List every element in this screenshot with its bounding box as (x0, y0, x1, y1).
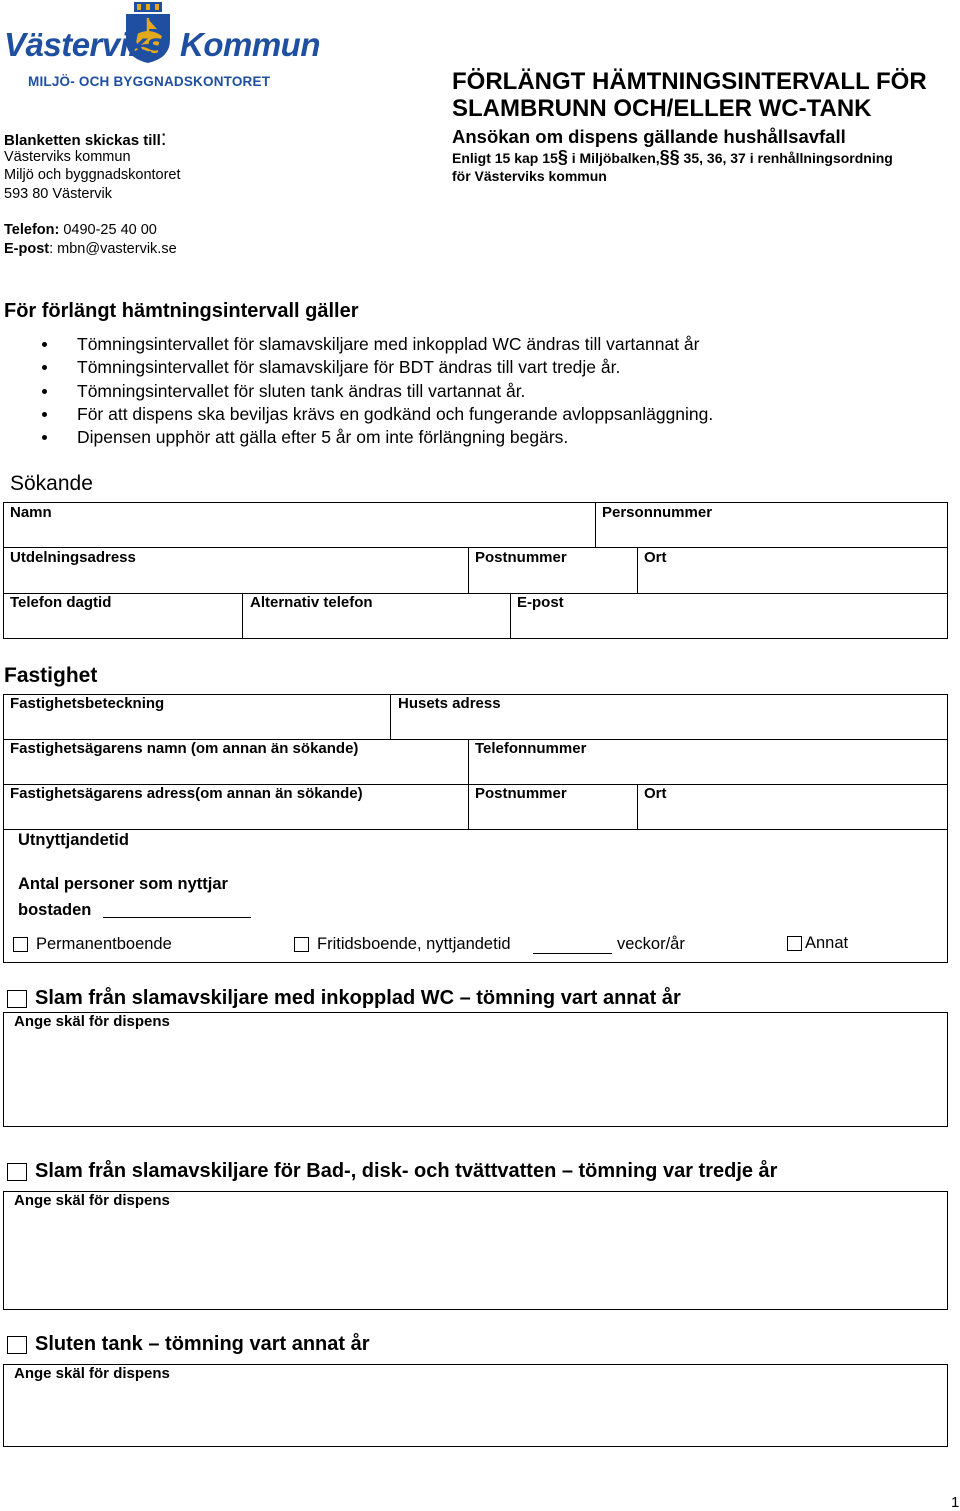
sender-line1: Västerviks kommun (4, 149, 131, 165)
leisure-checkbox[interactable] (294, 937, 309, 952)
option-bdt-checkbox[interactable] (7, 1163, 27, 1181)
postal-code-field[interactable]: Postnummer (475, 549, 567, 566)
option-tank-checkbox[interactable] (7, 1336, 27, 1354)
sender-line2: Miljö och byggnadskontoret (4, 167, 181, 183)
owner-city-field[interactable]: Ort (644, 785, 667, 802)
phone-value: 0490-25 40 00 (59, 222, 157, 238)
option-tank-title: Sluten tank – tömning vart annat år (35, 1333, 370, 1355)
rules-list (4, 333, 954, 449)
persons-label-line1: Antal personer som nyttjar (18, 875, 228, 893)
list-item: Tömningsintervallet för slamavskiljare för BDT ändras till vart tredje år. (4, 356, 954, 379)
logo-name-part1: Västerviks (4, 26, 165, 63)
alt-phone-field[interactable]: Alternativ telefon (250, 594, 373, 611)
owner-postal-code-field[interactable]: Postnummer (475, 785, 567, 802)
law-reference-line2: för Västerviks kommun (452, 168, 607, 184)
form-subtitle: Ansökan om dispens gällande hushållsavfall (452, 126, 846, 147)
rules-heading: För förlängt hämtningsintervall gäller (4, 300, 359, 322)
law-reference (452, 148, 893, 168)
email-value: : mbn@vastervik.se (49, 241, 177, 257)
phone-label: Telefon: (4, 222, 60, 238)
law-part-a: Enligt 15 kap 15 (452, 150, 558, 166)
property-heading: Fastighet (4, 664, 98, 687)
logo-name-part2: Kommun (180, 26, 320, 63)
personal-number-field[interactable]: Personnummer (602, 504, 713, 521)
option-wc-title: Slam från slamavskiljare med inkopplad WC – tömning vart annat år (35, 987, 681, 1009)
applicant-heading: Sökande (10, 472, 93, 495)
list-item: Tömningsintervallet för sluten tank ändras till vartannat år. (4, 380, 954, 403)
page-number: 1 (951, 1494, 960, 1511)
form-title-line2: SLAMBRUNN OCH/ELLER WC-TANK (452, 95, 872, 122)
option-tank-reason-label: Ange skäl för dispens (14, 1365, 170, 1382)
applicant-table (3, 502, 948, 639)
section-sign-icon: §§ (659, 147, 680, 167)
phone-day-field[interactable]: Telefon dagtid (10, 594, 112, 611)
owner-phone-field[interactable]: Telefonnummer (475, 740, 587, 757)
weeks-per-year-label: veckor/år (617, 935, 685, 953)
sender-line3: 593 80 Västervik (4, 186, 113, 202)
name-field[interactable]: Namn (10, 504, 52, 521)
option-wc-reason-label: Ange skäl för dispens (14, 1013, 170, 1030)
list-item: För att dispens ska beviljas krävs en godkänd och fungerande avloppsanläggning. (4, 403, 954, 426)
option-wc-checkbox[interactable] (7, 990, 27, 1008)
address-field[interactable]: Utdelningsadress (10, 549, 136, 566)
permanent-checkbox[interactable] (13, 937, 28, 952)
owner-address-field[interactable]: Fastighetsägarens adress(om annan än sökande) (10, 785, 363, 802)
section-sign-icon: § (557, 147, 568, 167)
house-address-field[interactable]: Husets adress (398, 695, 501, 712)
list-item: Tömningsintervallet för slamavskiljare med inkopplad WC ändras till vartannat år (4, 333, 954, 356)
owner-name-field[interactable]: Fastighetsägarens namn (om annan än sökande) (10, 740, 359, 757)
sender-colon: : (160, 127, 167, 150)
logo-department: MILJÖ- OCH BYGGNADSKONTORET (28, 74, 271, 89)
email-label: E-post (4, 241, 50, 257)
persons-label-line2: bostaden (18, 901, 92, 919)
leisure-label: Fritidsboende, nyttjandetid (317, 935, 511, 953)
sender-heading-text: Blanketten skickas till (4, 132, 161, 149)
permanent-label: Permanentboende (36, 935, 172, 953)
law-part-c: 35, 36, 37 i renhållningsordning (679, 150, 893, 166)
usage-time-label: Utnyttjandetid (18, 831, 129, 849)
email-field[interactable]: E-post (517, 594, 564, 611)
contact-phone (4, 221, 157, 240)
option-bdt-reason-label: Ange skäl för dispens (14, 1192, 170, 1209)
property-designation-field[interactable]: Fastighetsbeteckning (10, 695, 165, 712)
list-item: Dipensen upphör att gälla efter 5 år om inte förlängning begärs. (4, 426, 954, 449)
option-bdt-title: Slam från slamavskiljare för Bad-, disk- och tvättvatten – tömning var tredje år (35, 1160, 778, 1182)
city-field[interactable]: Ort (644, 549, 667, 566)
other-label: Annat (805, 934, 849, 952)
weeks-input-line[interactable] (533, 953, 612, 954)
other-checkbox[interactable] (787, 936, 802, 951)
form-title-line1: FÖRLÄNGT HÄMTNINGSINTERVALL FÖR (452, 68, 927, 95)
persons-input-line[interactable] (103, 917, 251, 918)
contact-email (4, 240, 177, 259)
law-part-b: i Miljöbalken, (567, 150, 660, 166)
